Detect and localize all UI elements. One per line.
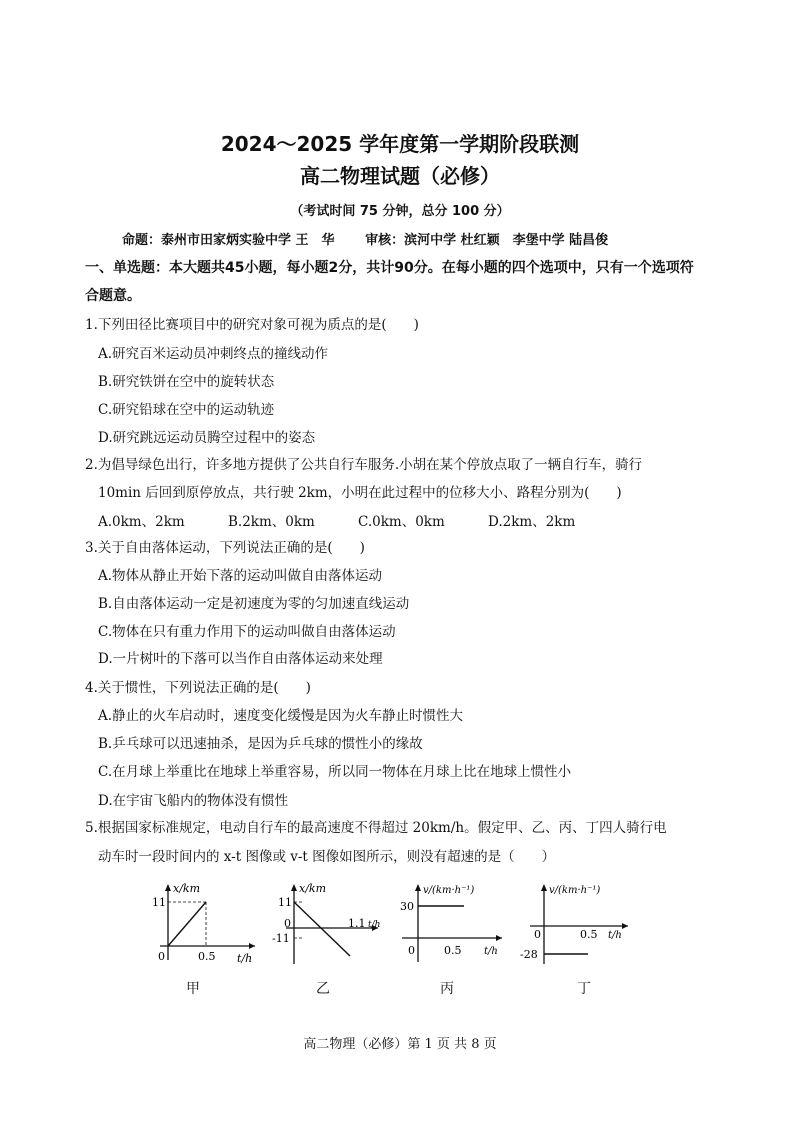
jia-y-tick: 11: [152, 896, 166, 909]
question-3-stem: 3.关于自由落体运动，下列说法正确的是( ): [85, 540, 365, 556]
yi-xlabel: t/h: [368, 920, 381, 930]
question-3-option-a: A.物体从静止开始下落的运动叫做自由落体运动: [98, 568, 383, 584]
question-1-option-b: B.研究铁饼在空中的旋转状态: [98, 374, 275, 390]
yi-line: [294, 902, 350, 956]
question-2-option-b: B.2km、0km: [228, 514, 315, 530]
question-5-stem-line2: 动车时一段时间内的 x-t 图像或 v-t 图像如图所示，则没有超速的是（ ）: [98, 849, 556, 865]
authors-line: [122, 229, 608, 248]
jia-x-arrow: [249, 943, 255, 949]
jia-ylabel: x/km: [173, 882, 201, 895]
ding-xlabel: t/h: [608, 930, 622, 941]
figure-jia-graph: [140, 880, 260, 970]
question-3-option-d: D.一片树叶的下落可以当作自由落体运动来处理: [98, 651, 383, 667]
page-footer: 高二物理（必修）第 1 页 共 8 页: [303, 1037, 497, 1052]
ding-ylabel: v/(km·h⁻¹): [549, 885, 601, 896]
section-heading-line2: 合题意。: [85, 288, 141, 304]
question-5-stem-line1: 5.根据国家标准规定，电动自行车的最高速度不得超过 20km/h。假定甲、乙、丙、丁四人骑行电: [85, 820, 667, 836]
question-4-option-a: A.静止的火车启动时，速度变化缓慢是因为火车静止时惯性大: [98, 708, 464, 724]
yi-y-tick-neg: -11: [272, 932, 290, 945]
question-3-option-b: B.自由落体运动一定是初速度为零的匀加速直线运动: [98, 596, 410, 612]
bing-xlabel: t/h: [484, 946, 498, 957]
yi-x-tick: 1.1: [348, 917, 366, 930]
figure-bing-caption: 丙: [440, 981, 454, 997]
bing-x-arrow: [496, 935, 502, 941]
question-4-option-d: D.在宇宙飞船内的物体没有惯性: [98, 793, 289, 809]
figure-yi-caption: 乙: [316, 981, 330, 997]
question-2-option-a: A.0km、2km: [98, 514, 185, 530]
bing-y-tick: 30: [400, 900, 414, 913]
yi-ylabel: x/km: [299, 882, 327, 895]
question-2-stem-line1: 2.为倡导绿色出行，许多地方提供了公共自行车服务.小胡在某个停放点取了一辆自行车，骑行: [85, 457, 643, 473]
bing-origin: 0: [408, 944, 415, 957]
exam-subtitle: 高二物理试题（必修）: [300, 164, 500, 188]
question-1-stem: 1.下列田径比赛项目中的研究对象可视为质点的是( ): [85, 317, 419, 333]
figure-ding-graph: [518, 880, 638, 970]
question-4-option-c: C.在月球上举重比在地球上举重容易，所以同一物体在月球上比在地球上惯性小: [98, 764, 572, 780]
ding-y-tick: -28: [520, 948, 538, 961]
question-2-stem-line2: 10min 后回到原停放点，共行驶 2km，小明在此过程中的位移大小、路程分别为( ): [98, 485, 622, 501]
exam-title: 2024～2025 学年度第一学期阶段联测: [220, 132, 580, 156]
reviewer-credit: 审核：滨河中学 杜红颖 李堡中学 陆昌俊: [365, 233, 609, 248]
bing-x-tick: 0.5: [444, 944, 462, 957]
jia-origin: 0: [158, 950, 165, 963]
question-1-option-c: C.研究铅球在空中的运动轨迹: [98, 402, 275, 418]
question-2-options: [98, 510, 618, 530]
question-4-stem: 4.关于惯性，下列说法正确的是( ): [85, 680, 311, 696]
question-3-option-c: C.物体在只有重力作用下的运动叫做自由落体运动: [98, 624, 396, 640]
yi-origin: 0: [284, 917, 291, 930]
section-heading: [85, 254, 725, 310]
ding-origin: 0: [534, 928, 541, 941]
bing-y-arrow: [415, 884, 421, 891]
yi-y-arrow: [291, 884, 297, 891]
figure-bing-graph: [392, 880, 512, 970]
ding-y-arrow: [541, 884, 547, 891]
question-1-option-d: D.研究跳远运动员腾空过程中的姿态: [98, 430, 316, 446]
figure-ding-caption: 丁: [577, 981, 591, 997]
jia-xlabel: t/h: [237, 952, 253, 965]
bing-ylabel: v/(km·h⁻¹): [423, 885, 475, 896]
section-heading-line1: 一、单选题：本大题共45小题，每小题2分，共计90分。在每小题的四个选项中，只有一个选项符: [85, 260, 694, 276]
question-4-option-b: B.乒乓球可以迅速抽杀，是因为乒乓球的惯性小的缘故: [98, 736, 423, 752]
ding-x-tick: 0.5: [580, 928, 598, 941]
question-2-option-c: C.0km、0km: [358, 514, 445, 530]
figure-yi-graph: [268, 880, 388, 970]
ding-x-arrow: [622, 923, 628, 929]
jia-y-arrow: [165, 884, 171, 891]
jia-line: [168, 902, 206, 946]
question-2-option-d: D.2km、2km: [488, 514, 576, 530]
exam-info: （考试时间 75 分钟，总分 100 分）: [290, 204, 510, 219]
yi-y-tick-pos: 11: [278, 896, 292, 909]
question-1-option-a: A.研究百米运动员冲刺终点的撞线动作: [98, 346, 329, 362]
jia-x-tick: 0.5: [198, 950, 216, 963]
figure-jia-caption: 甲: [186, 981, 200, 997]
setter-credit: 命题：泰州市田家炳实验中学 王 华: [122, 233, 335, 248]
